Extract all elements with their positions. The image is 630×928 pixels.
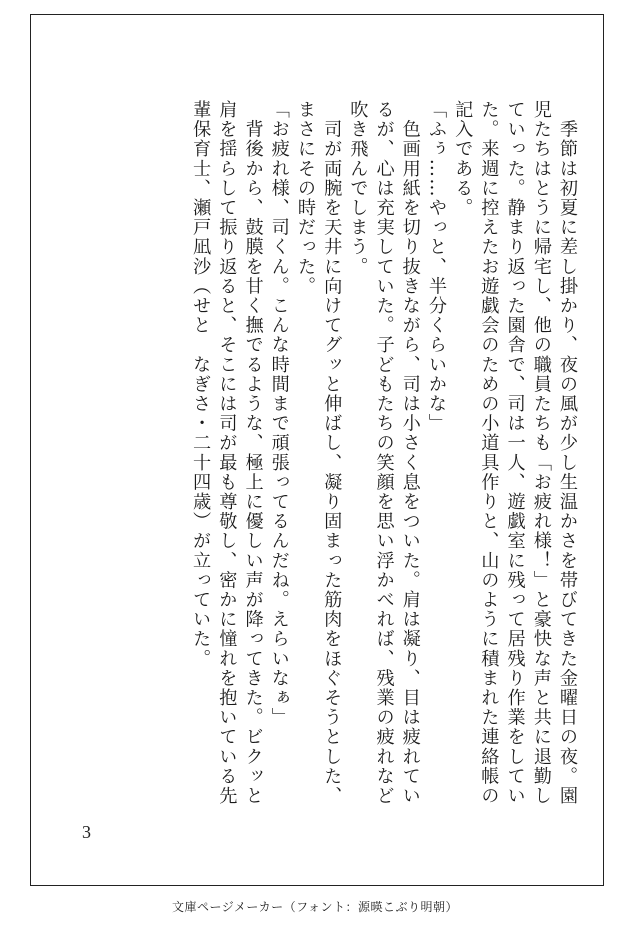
page-number: 3 [82, 822, 91, 842]
footer-caption: 文庫ページメーカー（フォント：源暎こぶり明朝） [171, 900, 459, 914]
paragraph-5-dialogue: 「お疲れ様、司くん。こんな時間まで頑張ってるんだね。えらいなぁ」 [268, 100, 290, 728]
paragraph-1: 季節は初夏に差し掛かり、夜の風が少し生温かさを帯びてきた金曜日の夜。園 児たちはとうに帰宅し、他の職員たちも「お疲れ様！」と豪快な声と共に退勤し ていった。静まり返った園舎で、司は一人、遊戯室に残って居残り作業をしてい た。来週に控えたお遊戯会のための小道具作りと、山のように積まれた連絡帳の 記入である。 [452, 100, 578, 806]
paragraph-4: 司が両腕を天井に向けてグッと伸ばし、凝り固まった筋肉をほぐそうとした、 まさにその時だった。 [294, 100, 343, 806]
paragraph-2-dialogue: 「ふぅ……やっと、半分くらいかな」 [425, 100, 447, 434]
paragraph-3: 色画用紙を切り抜きながら、司は小さく息をついた。肩は凝り、目は疲れてい るが、心は充実していた。子どもたちの笑顔を思い浮かべれば、残業の疲れなど 吹き飛んでしまう。 [347, 100, 421, 806]
paragraph-6: 背後から、鼓膜を甘く撫でるような、極上に優しい声が降ってきた。ビクッと 肩を揺らして振り返ると、そこには司が最も尊敬し、密かに憧れを抱いている先 輩保育士、瀬戸凪沙（せと なぎさ・二十四歳）が立っていた。 [190, 100, 264, 806]
vertical-body-text [187, 100, 580, 806]
